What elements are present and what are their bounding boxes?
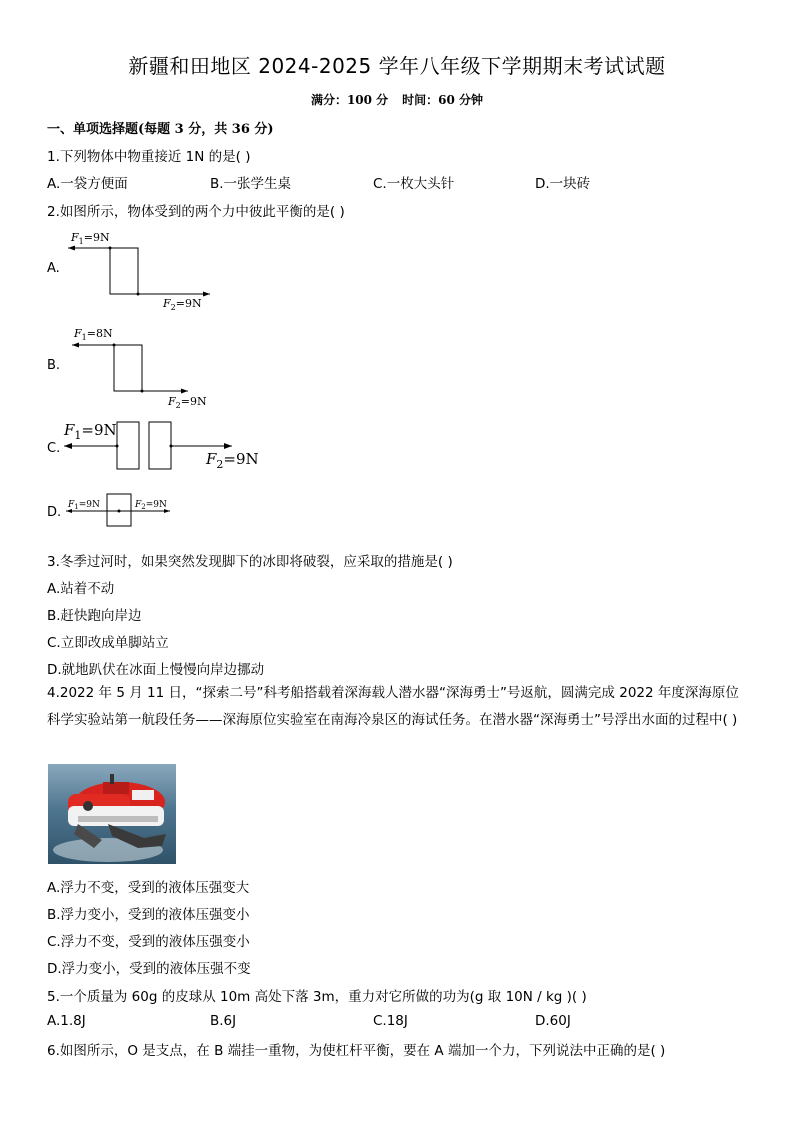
q4-option-c: C.浮力不变，受到的液体压强变小 (47, 934, 250, 950)
svg-text:F1=8N: $F_1=8N$ (74, 327, 113, 342)
question-2-stem: 2.如图所示，物体受到的两个力中彼此平衡的是( ) (47, 204, 345, 220)
time-text: 时间：60 分钟 (402, 93, 484, 107)
q2-diagram-c (60, 415, 260, 475)
question-3-stem: 3.冬季过河时，如果突然发现脚下的冰即将破裂，应采取的措施是( ) (47, 554, 453, 570)
q5-option-b: B.6J (210, 1013, 237, 1029)
svg-text:F1=9N: $F_1=9N$ (64, 421, 117, 442)
q2-label-a: A. (47, 261, 60, 276)
svg-text:F1=9N: $F_1=9N$ (71, 231, 110, 246)
svg-text:F2=9N: $F_2=9N$ (163, 297, 202, 312)
q3-option-c: C.立即改成单脚站立 (47, 635, 169, 651)
svg-text:F2=9N: $F_2=9N$ (206, 450, 259, 471)
q2-diagram-d (60, 490, 190, 540)
page-title: 新疆和田地区 2024-2025 学年八年级下学期期末考试试题 (128, 54, 666, 78)
q1-option-b: B.一张学生桌 (210, 176, 292, 192)
question-4-stem: 4.2022 年 5 月 11 日，“探索二号”科考船搭载着深海载人潜水器“深海勇士”号返航，圆满完成 2022 年度深海原位科学实验站第一航段任务——深海原位实验室在南海冷泉区的海试任务。在潜水器“深海勇士”号浮出水面的过程中( ) (47, 685, 739, 728)
q5-option-c: C.18J (373, 1013, 408, 1029)
q4-option-a: A.浮力不变，受到的液体压强变大 (47, 880, 250, 896)
svg-text:F1=9N: $F_1=9N$ (68, 500, 100, 511)
q1-option-c: C.一枚大头针 (373, 176, 455, 192)
q3-option-b: B.赶快跑向岸边 (47, 608, 142, 624)
q4-option-b: B.浮力变小，受到的液体压强变小 (47, 907, 250, 923)
q3-option-a: A.站着不动 (47, 581, 115, 597)
q2-diagram-a (60, 226, 220, 316)
q3-option-d: D.就地趴伏在冰面上慢慢向岸边挪动 (47, 662, 265, 678)
exam-info (0, 91, 794, 108)
section-heading: 一、单项选择题(每题 3 分，共 36 分) (47, 122, 274, 137)
svg-text:F2=9N: $F_2=9N$ (168, 395, 207, 410)
q2-diagram-b (60, 324, 220, 414)
question-1-stem: 1.下列物体中物重接近 1N 的是( ) (47, 149, 251, 165)
question-6-stem: 6.如图所示，O 是支点，在 B 端挂一重物，为使杠杆平衡，要在 A 端加一个力，下列说法中正确的是( ) (47, 1043, 666, 1059)
svg-text:F2=9N: $F_2=9N$ (135, 500, 167, 511)
q2-label-c: C. (47, 441, 61, 456)
q2-label-d: D. (47, 505, 62, 520)
submersible-photo (48, 764, 176, 864)
question-5-stem: 5.一个质量为 60g 的皮球从 10m 高处下落 3m，重力对它所做的功为(g 取 10N / kg )( ) (47, 989, 587, 1005)
q4-option-d: D.浮力变小，受到的液体压强不变 (47, 961, 251, 977)
q5-option-d: D.60J (535, 1013, 571, 1029)
q5-option-a: A.1.8J (47, 1013, 86, 1029)
score-text: 满分：100 分 (310, 93, 389, 107)
q1-option-d: D.一块砖 (535, 176, 591, 192)
q1-option-a: A.一袋方便面 (47, 176, 128, 192)
q2-label-b: B. (47, 358, 61, 373)
